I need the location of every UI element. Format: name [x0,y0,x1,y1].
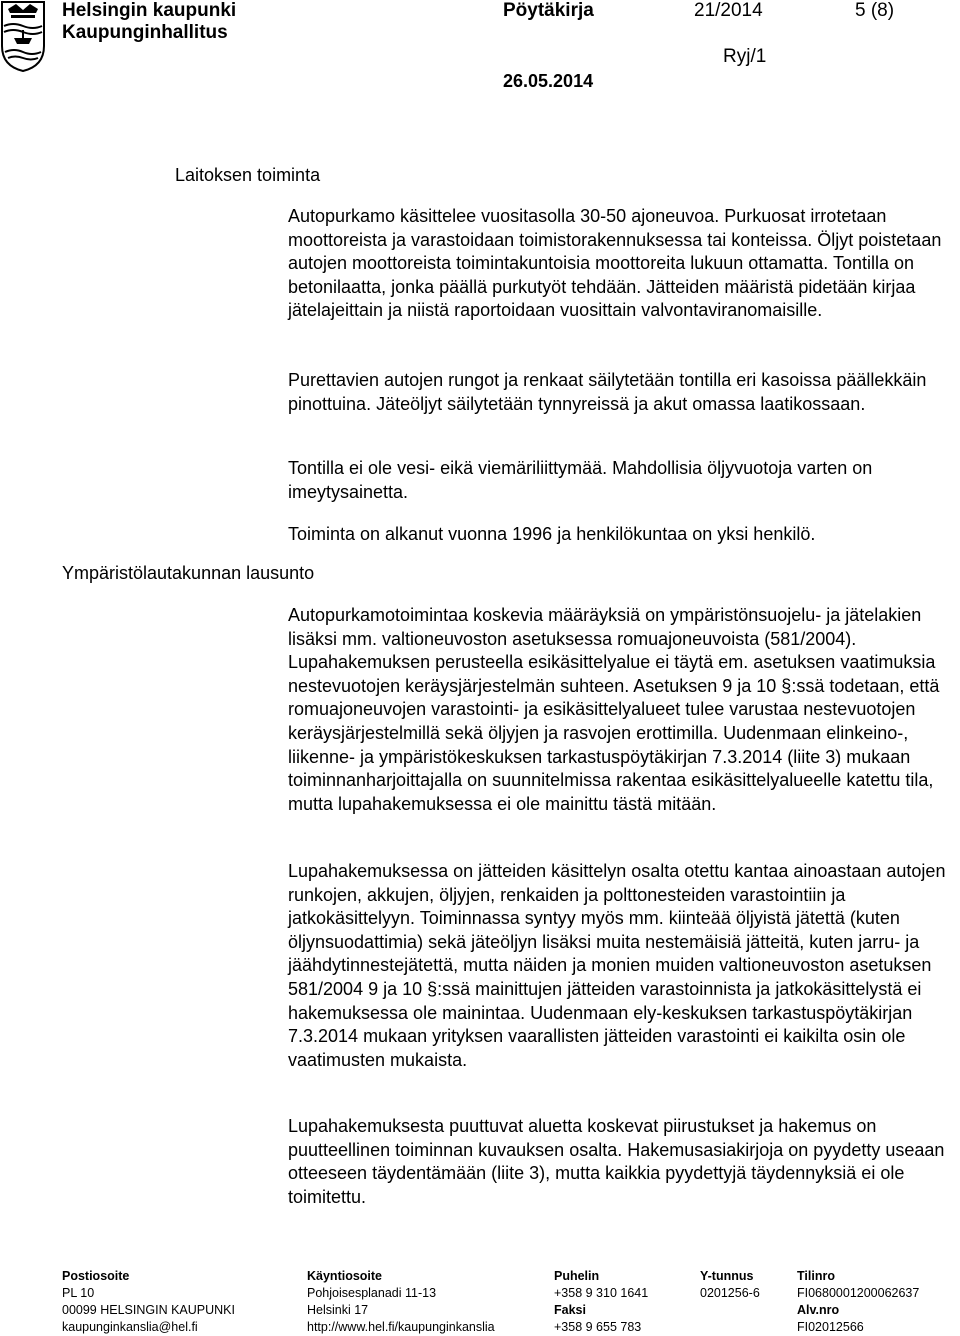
footer-visiting-address [307,1268,495,1336]
footer-visiting-line: Pohjoisesplanadi 11-13 [307,1286,437,1300]
organization-name: Helsingin kaupunki [62,0,237,21]
helsinki-coat-of-arms-icon [0,0,46,72]
footer-business-id-value: 0201256-6 [700,1286,760,1300]
section-code: Ryj/1 [723,46,767,67]
document-number: 21/2014 [694,0,763,21]
footer-postal-title: Postiosoite [62,1269,130,1283]
footer-vat-title: Alv.nro [797,1303,840,1317]
statement-paragraph: Lupahakemuksessa on jätteiden käsittelyn osalta otettu kantaa ainoastaan autojen runkojen, akkujen, öljyjen, renkaiden ja polttonesteiden varastointiin ja jatkokäsittelyyn. Toiminnassa syntyy myös mm. kiinteää öljyistä jätettä (kuten öljynsuodattimia) sekä jäteöljyn lisäksi muita nestemäisiä jätteitä, kuten jarru- ja jäähdytinnestejätettä, mutta näiden ja monien muiden valtioneuvoston asetuksen 581/2004 9 ja 10 §:ssä mainittujen jätteiden varastoinnista ja jatkokäsittelystä ei hakemuksessa ole mainintaa. Uudenmaan ely-keskuksen tarkastuspöytäkirjan 7.3.2014 mukaan yrityksen vaarallisten jätteiden varastointi ei kaikilta osin ole vaatimusten mukaista. [288,861,946,1070]
statement-paragraph: Autopurkamotoimintaa koskevia määräyksiä on ympäristönsuojelu- ja jätelakien lisäksi mm. valtioneuvoston asetuksessa romuajoneuvoista (581/2004). Lupahakemuksen perusteella esikäsittelyalue ei täytä em. asetuksen vaatimuksia nestevuotojen keräysjärjestelmän suhteen. Asetuksen 9 ja 10 §:ssä todetaan, että romuajoneuvojen varastointi- ja esikäsittelyalueet tulee varustaa nestevuotojen keräysjärjestelmillä sekä öljyjen ja rasvojen erottimilla. Uudenmaan elinkeino-, liikenne- ja ympäristökeskuksen tarkastuspöytäkirjan 7.3.2014 (liite 3) mukaan toiminnanharjoittajalla on suunnitelmissa rakentaa esikäsittelyalueelle katettu tila, mutta lupahakemuksessa ei ole mainittu tästä mitään. [288,605,940,814]
footer-postal-line: 00099 HELSINGIN KAUPUNKI [62,1303,235,1317]
footer-phone-title: Puhelin [554,1269,600,1283]
footer-fax-number: +358 9 655 783 [554,1320,642,1334]
operations-paragraph: Toiminta on alkanut vuonna 1996 ja henkilökuntaa on yksi henkilö. [288,524,816,544]
statement-paragraph: Lupahakemuksesta puuttuvat aluetta koskevat piirustukset ja hakemus on puutteellinen toiminnan kuvauksen osalta. Hakemusasiakirjoja on pyydetty useaan otteeseen täydentämään (liite 3), mutta kaikkia pyydettyjä täydennyksiä ei ole toimitettu. [288,1116,945,1207]
section-label-statement: Ympäristölautakunnan lausunto [62,563,315,583]
document-type: Pöytäkirja [503,0,594,21]
footer-visiting-line: Helsinki 17 [307,1303,369,1317]
footer-business-id-title: Y-tunnus [700,1269,754,1283]
footer-business-id [700,1268,760,1302]
footer-postal-line: PL 10 [62,1286,95,1300]
footer-account-number: FI0680001200062637 [797,1286,920,1300]
meeting-date: 26.05.2014 [503,71,594,91]
footer-account [797,1268,919,1336]
section-label-operations: Laitoksen toiminta [175,165,321,185]
operations-paragraph: Tontilla ei ole vesi- eikä viemäriliittymää. Mahdollisia öljyvuotoja varten on imeytysainetta. [288,458,873,502]
governing-body: Kaupunginhallitus [62,22,228,43]
footer-phone [554,1268,648,1336]
operations-paragraph: Purettavien autojen rungot ja renkaat säilytetään tontilla eri kasoissa päällekkäin pinottuina. Jäteöljyt säilytetään tynnyreissä ja akut omassa laatikossaan. [288,370,927,414]
footer-fax-title: Faksi [554,1303,586,1317]
footer-email[interactable]: kaupunginkanslia@hel.fi [62,1320,198,1334]
footer-vat-number: FI02012566 [797,1320,864,1334]
footer-website-link[interactable]: http://www.hel.fi/kaupunginkanslia [307,1320,495,1334]
footer-phone-number: +358 9 310 1641 [554,1286,649,1300]
footer-visiting-title: Käyntiosoite [307,1269,383,1283]
footer-account-title: Tilinro [797,1269,835,1283]
footer-postal-address [62,1268,235,1336]
page-indicator: 5 (8) [855,0,895,21]
operations-paragraph: Autopurkamo käsittelee vuositasolla 30-50 ajoneuvoa. Purkuosat irrotetaan moottoreista ja varastoidaan toimistorakennuksessa tai konteissa. Öljyt poistetaan autojen moottoreista toimintakuntoisia moottoreita lukuun ottamatta. Tontilla on betonilaatta, jonka päällä purkutyöt tehdään. Jätteiden määristä pidetään kirjaa jätelajeittain ja niistä raportoidaan vuosittain valvontaviranomaisille. [288,206,942,321]
